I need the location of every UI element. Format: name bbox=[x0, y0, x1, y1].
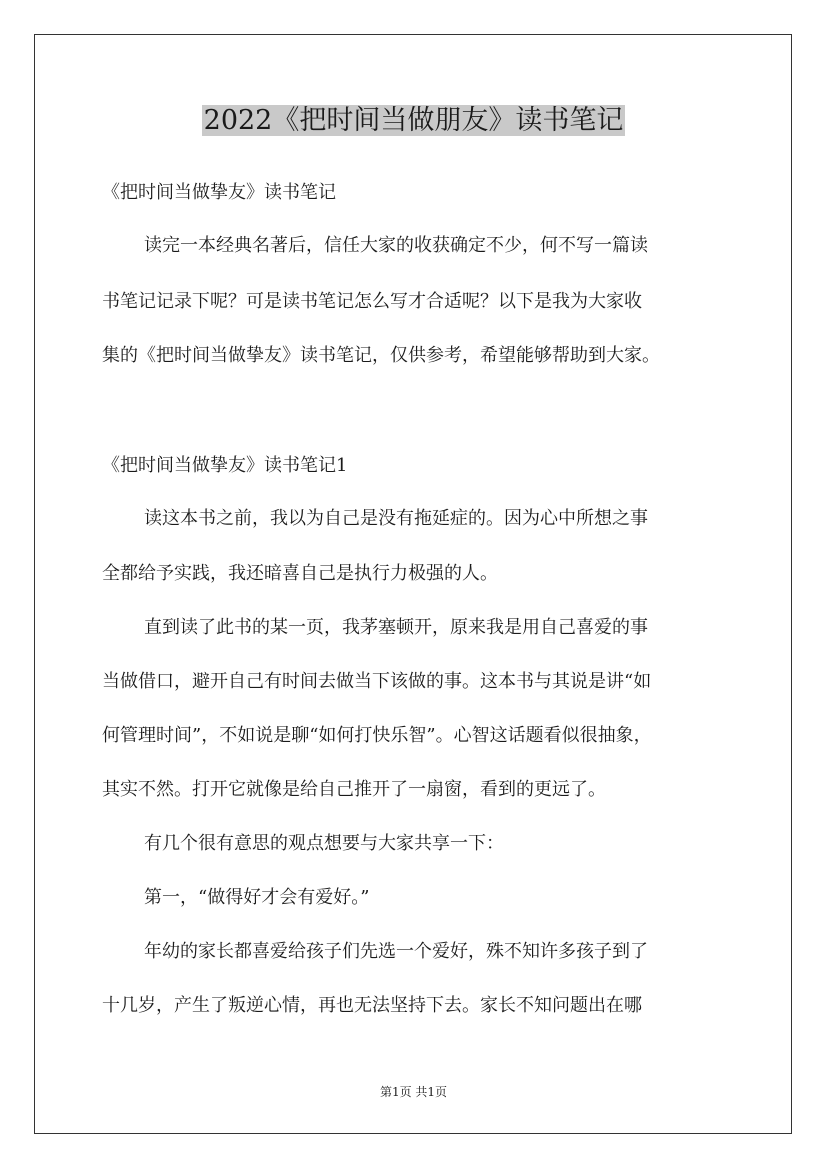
paragraph-line: 年幼的家长都喜爱给孩子们先选一个爱好，殊不知许多孩子到了 bbox=[144, 941, 648, 962]
paragraph-line: 何管理时间”，不如说是聊“如何打快乐智”。心智这话题看似很抽象， bbox=[102, 725, 652, 746]
paragraph-line: 其实不然。打开它就像是给自己推开了一扇窗，看到的更远了。 bbox=[102, 779, 606, 800]
paragraph-line: 读完一本经典名著后，信任大家的收获确定不少，何不写一篇读 bbox=[144, 235, 648, 256]
paragraph-line: 读这本书之前，我以为自己是没有拖延症的。因为心中所想之事 bbox=[144, 508, 648, 529]
paragraph-line: 直到读了此书的某一页，我茅塞顿开，原来我是用自己喜爱的事 bbox=[144, 617, 648, 638]
paragraph-line: 有几个很有意思的观点想要与大家共享一下： bbox=[144, 833, 504, 854]
section-heading: 《把时间当做挚友》读书笔记1 bbox=[102, 455, 348, 476]
page-footer: 第1页 共1页 bbox=[379, 1085, 448, 1099]
paragraph-line: 书笔记记录下呢？可是读书笔记怎么写才合适呢？以下是我为大家收 bbox=[102, 291, 642, 312]
paragraph-line: 全都给予实践，我还暗喜自己是执行力极强的人。 bbox=[102, 563, 498, 584]
paragraph-line: 当做借口，避开自己有时间去做当下该做的事。这本书与其说是讲“如 bbox=[102, 671, 652, 692]
paragraph-line: 集的《把时间当做挚友》读书笔记，仅供参考，希望能够帮助到大家。 bbox=[102, 345, 660, 366]
section-heading: 《把时间当做挚友》读书笔记 bbox=[102, 182, 336, 203]
paragraph-line: 第一，“做得好才会有爱好。” bbox=[144, 887, 370, 908]
paragraph-line: 十几岁，产生了叛逆心情，再也无法坚持下去。家长不知问题出在哪 bbox=[102, 995, 642, 1016]
document-title: 2022《把时间当做朋友》读书笔记 bbox=[203, 105, 624, 136]
